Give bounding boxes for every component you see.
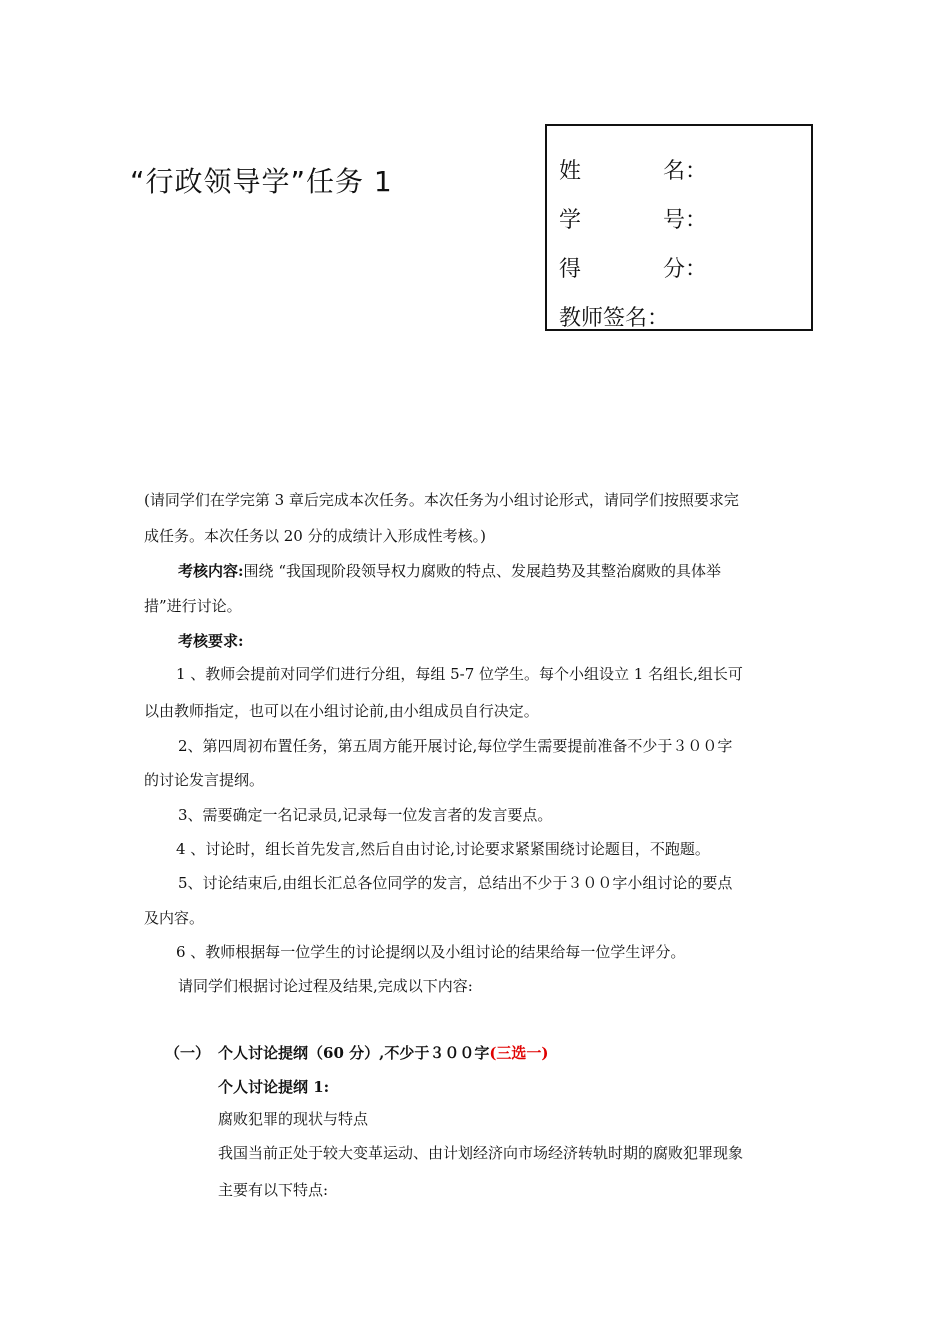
requirement-1-line-1: 1 、教师会提前对同学们进行分组，每组 5-7 位学生。每个小组设立 1 名组长,组长可 [176,665,743,683]
student-id-row [559,203,707,234]
name-row [559,154,707,185]
section-1-heading [218,1043,549,1063]
assessment-requirements-label: 考核要求: [178,632,244,650]
choice-note: (三选一) [489,1044,549,1062]
section-1-number: （一） [165,1044,211,1062]
outline-title: 腐败犯罪的现状与特点 [218,1110,369,1128]
score-label: 分： [663,257,708,282]
outline-label: 个人讨论提纲 1: [218,1078,330,1096]
requirement-4: 4 、讨论时，组长首先发言,然后自由讨论,讨论要求紧紧围绕讨论题目，不跑题。 [176,840,710,858]
teacher-signature-label: 教师签名： [559,306,670,331]
student-id-label: 号： [663,208,708,233]
name-label: 名： [663,159,708,184]
outline-body-line-2: 主要有以下特点: [218,1181,329,1199]
teacher-signature-row [559,301,669,332]
intro-line-1: (请同学们在学完第 3 章后完成本次任务。本次任务为小组讨论形式，请同学们按照要求完 [144,491,739,509]
document-title: “行政领导学”任务 1 [130,165,393,198]
requirement-5-line-2: 及内容。 [144,909,205,927]
section-1-heading-text: 个人讨论提纲（60 分）,不少于３００字 [218,1044,490,1062]
requirement-2-line-1: 2、第四周初布置任务，第五周方能开展讨论,每位学生需要提前准备不少于３００字 [178,737,733,755]
student-id-label-char: 学 [559,208,582,233]
assessment-content [178,561,721,581]
intro-line-2: 成任务。本次任务以 20 分的成绩计入形成性考核。) [144,527,486,545]
requirement-1-line-2: 以由教师指定，也可以在小组讨论前,由小组成员自行决定。 [144,702,539,720]
outline-body-line-1: 我国当前正处于较大变革运动、由计划经济向市场经济转轨时期的腐败犯罪现象 [218,1144,744,1162]
requirement-5-line-1: 5、讨论结束后,由组长汇总各位同学的发言，总结出不少于３００字小组讨论的要点 [178,874,733,892]
closing-instruction: 请同学们根据讨论过程及结果,完成以下内容: [178,977,473,995]
requirement-6: 6 、教师根据每一位学生的讨论提纲以及小组讨论的结果给每一位学生评分。 [176,943,686,961]
assessment-content-line-2: 措”进行讨论。 [144,597,242,615]
score-label-char: 得 [559,257,582,282]
score-row [559,252,707,283]
assessment-content-text: 围绕 “我国现阶段领导权力腐败的特点、发展趋势及其整治腐败的具体举 [243,562,721,580]
requirement-3: 3、需要确定一名记录员,记录每一位发言者的发言要点。 [178,806,553,824]
requirement-2-line-2: 的讨论发言提纲。 [144,771,265,789]
assessment-content-label: 考核内容: [178,562,244,580]
student-info-box [545,124,813,331]
name-label-char: 姓 [559,159,582,184]
